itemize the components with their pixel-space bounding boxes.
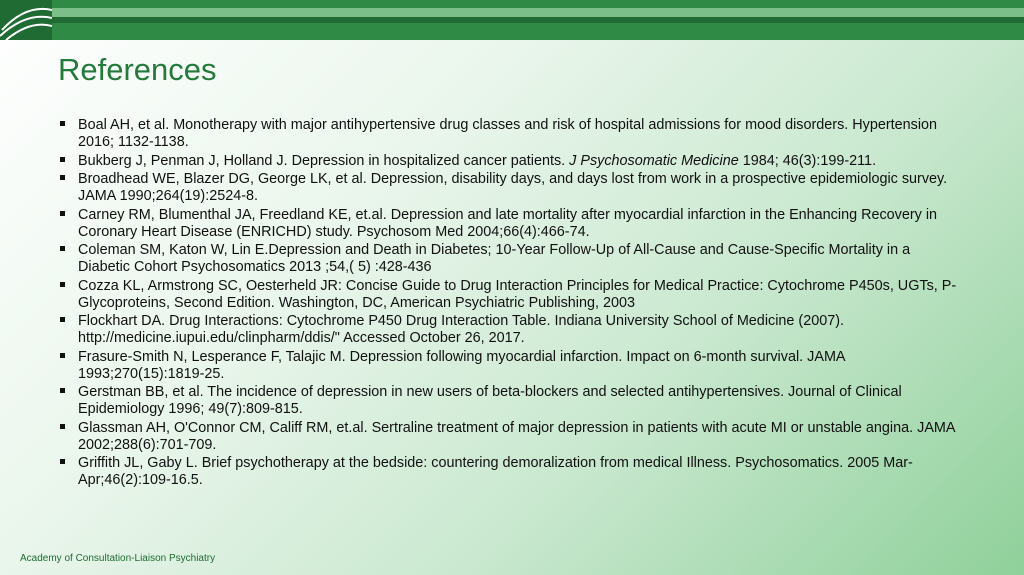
header-band bbox=[52, 0, 1024, 40]
bullet-icon bbox=[60, 282, 65, 287]
reference-item bbox=[60, 278, 965, 312]
header-stripe bbox=[52, 8, 1024, 17]
reference-item bbox=[60, 242, 965, 276]
reference-text: Flockhart DA. Drug Interactions: Cytochrome P450 Drug Interaction Table. Indiana University School of Medicine (2007). http://medicine.iupui.edu/clinpharm/ddis/" Accessed October 26, 2017. bbox=[78, 313, 845, 346]
reference-text: Cozza KL, Armstrong SC, Oesterheld JR: Concise Guide to Drug Interaction Principles for Medical Practice: Cytochrome P450s, UGTs, P-Glycoproteins, Second Edition. Washington, DC, American Psychiatric Publishing, 2003 bbox=[78, 277, 957, 311]
bullet-icon bbox=[60, 424, 65, 429]
bullet-icon bbox=[60, 353, 65, 358]
bullet-icon bbox=[60, 246, 65, 251]
reference-list bbox=[60, 117, 965, 491]
reference-item bbox=[60, 153, 965, 170]
slide-title: References bbox=[58, 52, 217, 87]
reference-text: Griffith JL, Gaby L. Brief psychotherapy at the bedside: countering demoralization from medical Illness. Psychosomatics. 2005 Mar-Apr;46(2):109-16.5. bbox=[78, 455, 913, 488]
reference-item bbox=[60, 313, 965, 347]
bullet-icon bbox=[60, 317, 65, 322]
reference-item bbox=[60, 349, 965, 383]
bullet-icon bbox=[60, 388, 65, 393]
bullet-icon bbox=[60, 121, 65, 126]
reference-item bbox=[60, 117, 965, 151]
reference-item bbox=[60, 455, 965, 489]
reference-item bbox=[60, 384, 965, 418]
reference-text: Broadhead WE, Blazer DG, George LK, et al. Depression, disability days, and days lost from work in a prospective epidemiologic survey. JAMA 1990;264(19):2524-8. bbox=[78, 171, 948, 204]
header-stripe bbox=[52, 0, 1024, 8]
organization-logo bbox=[0, 0, 52, 40]
reference-text: Gerstman BB, et al. The incidence of depression in new users of beta-blockers and selected antihypertensives. Journal of Clinical Epidemiology 1996; 49(7):809-815. bbox=[78, 384, 902, 417]
reference-text: Bukberg J, Penman J, Holland J. Depression in hospitalized cancer patients. bbox=[78, 152, 570, 169]
bullet-icon bbox=[60, 211, 65, 216]
bullet-icon bbox=[60, 157, 65, 162]
footer-text: Academy of Consultation-Liaison Psychiatry bbox=[20, 553, 216, 564]
reference-item bbox=[60, 207, 965, 241]
reference-text: Boal AH, et al. Monotherapy with major antihypertensive drug classes and risk of hospital admissions for mood disorders. Hypertension 2016; 1132-1138. bbox=[78, 117, 938, 150]
reference-citation: 1984; 46(3):199-211. bbox=[738, 152, 877, 169]
reference-text: Coleman SM, Katon W, Lin E.Depression and Death in Diabetes; 10-Year Follow-Up of All-Cause and Cause-Specific Mortality in a Diabetic Cohort Psychosomatics 2013 ;54,( 5) :428-436 bbox=[78, 242, 911, 275]
reference-text: Frasure-Smith N, Lesperance F, Talajic M. Depression following myocardial infarction. Impact on 6-month survival. JAMA 1993;270(15):1819-25. bbox=[78, 348, 845, 382]
header-stripe bbox=[52, 23, 1024, 40]
reference-text: Carney RM, Blumenthal JA, Freedland KE, et.al. Depression and late mortality after myocardial infarction in the Enhancing Recovery in Coronary Heart Disease (ENRICHD) study. Psychosom Med 2004;66(4):466-74. bbox=[78, 206, 938, 240]
bullet-icon bbox=[60, 459, 65, 464]
bullet-icon bbox=[60, 175, 65, 180]
reference-text: Glassman AH, O'Connor CM, Califf RM, et.al. Sertraline treatment of major depression in patients with acute MI or unstable angina. JAMA 2002;288(6):701-709. bbox=[78, 419, 955, 453]
journal-title: J Psychosomatic Medicine bbox=[569, 152, 739, 169]
reference-item bbox=[60, 171, 965, 205]
reference-item bbox=[60, 420, 965, 454]
